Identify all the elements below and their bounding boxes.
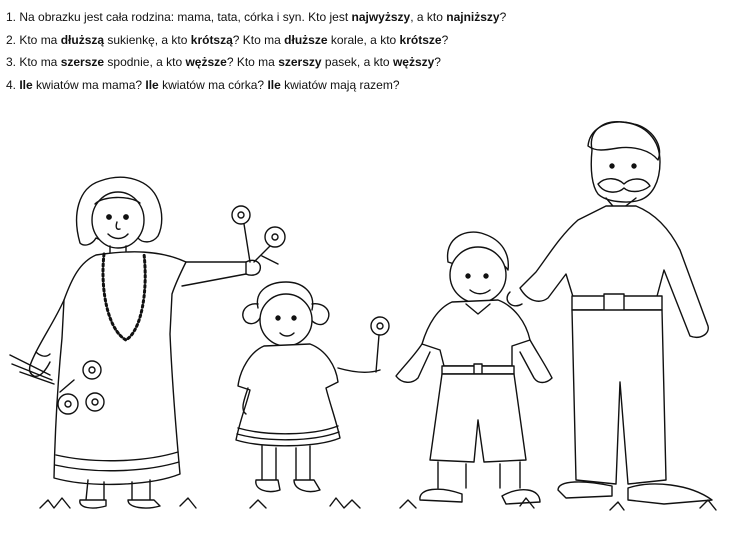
question-text: 4. bbox=[6, 77, 20, 92]
question-keyword: najwyższy bbox=[351, 10, 411, 24]
question-text: ? Kto ma bbox=[232, 32, 285, 47]
question-keyword: węższy bbox=[392, 55, 435, 69]
question-keyword: dłuższe bbox=[284, 32, 328, 47]
question-text: kwiatów mają razem? bbox=[280, 77, 400, 92]
question-text: 2. Kto ma bbox=[6, 32, 61, 47]
question-text: korale, a kto bbox=[327, 32, 400, 47]
daughter-face bbox=[260, 294, 312, 346]
daughter-figure bbox=[236, 282, 380, 492]
mother-dress bbox=[54, 252, 186, 485]
question-keyword: krótsze bbox=[399, 32, 442, 47]
son-shorts bbox=[430, 374, 526, 462]
mother-flowers-right bbox=[232, 206, 285, 264]
father-trousers bbox=[572, 310, 666, 484]
question-text: kwiatów ma mama? bbox=[32, 77, 146, 92]
question-text: 3. Kto ma bbox=[6, 55, 61, 69]
question-keyword: krótszą bbox=[190, 32, 233, 47]
question-text: 1. Na obrazku jest cała rodzina: mama, tata, córka i syn. Kto jest bbox=[6, 10, 352, 24]
mother-figure bbox=[30, 177, 261, 508]
question-keyword: szerszy bbox=[278, 55, 322, 69]
son-face bbox=[450, 247, 506, 303]
question-text: ? bbox=[499, 10, 507, 24]
question-text: sukienkę, a kto bbox=[104, 32, 191, 47]
daughter-flower bbox=[371, 317, 389, 372]
question-keyword: najniższy bbox=[446, 10, 500, 24]
question-text: spodnie, a kto bbox=[104, 55, 186, 69]
question-text: ? bbox=[434, 55, 441, 69]
question-keyword: węższe bbox=[185, 55, 227, 69]
son-shirt bbox=[422, 300, 530, 366]
question-text: ? Kto ma bbox=[226, 55, 279, 69]
question-keyword: Ile bbox=[267, 77, 281, 92]
question-keyword: Ile bbox=[145, 77, 159, 92]
question-text: ? bbox=[441, 32, 449, 47]
question-keyword: Ile bbox=[19, 77, 33, 92]
question-text: pasek, a kto bbox=[321, 55, 393, 69]
son-figure bbox=[396, 232, 552, 504]
father-figure bbox=[507, 122, 712, 504]
question-text: , a kto bbox=[410, 10, 447, 24]
question-keyword: dłuższą bbox=[60, 32, 105, 47]
question-keyword: szersze bbox=[60, 55, 105, 69]
question-text: kwiatów ma córka? bbox=[158, 77, 268, 92]
